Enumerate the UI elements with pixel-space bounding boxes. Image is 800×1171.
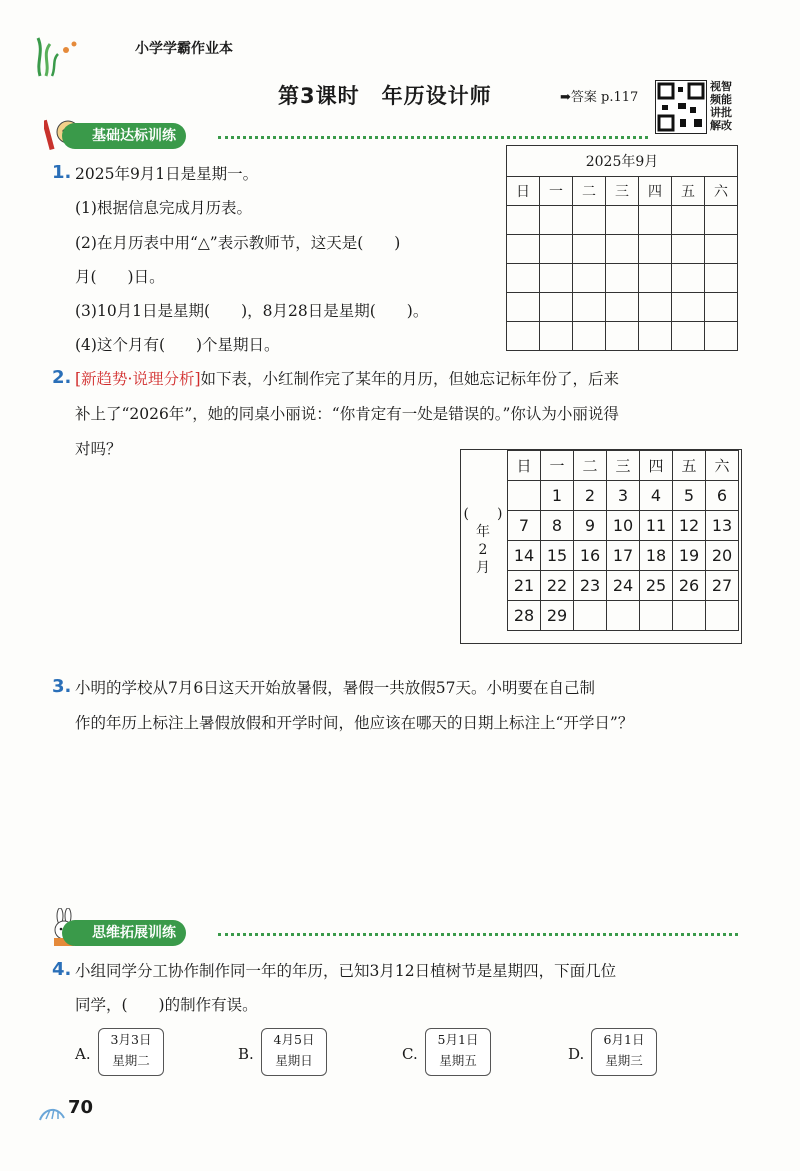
calendar-cell[interactable] (573, 235, 606, 264)
section-basic-banner: 基础达标训练 (62, 123, 186, 149)
day-cell (607, 601, 640, 631)
calendar-cell[interactable] (507, 206, 540, 235)
calendar-cell[interactable] (639, 264, 672, 293)
day-cell (673, 601, 706, 631)
q1-line: 2025年9月1日是星期一。 (75, 165, 259, 183)
day-cell: 19 (673, 541, 706, 571)
day-cell: 14 (508, 541, 541, 571)
weekday-header: 二 (574, 451, 607, 481)
weekday-header: 四 (640, 451, 673, 481)
calendar-cell[interactable] (540, 206, 573, 235)
day-cell (706, 601, 739, 631)
weekday-header: 五 (672, 177, 705, 206)
day-cell (508, 481, 541, 511)
lesson-title: 第3课时 年历设计师 (278, 84, 492, 108)
qr-code-icon[interactable] (655, 80, 707, 134)
question-1-number: 1. (52, 162, 72, 183)
section-divider (218, 933, 738, 936)
calendar-cell[interactable] (639, 293, 672, 322)
option-a-card[interactable]: 3月3日 星期二 (98, 1028, 164, 1076)
option-c[interactable]: C. (402, 1045, 418, 1063)
question-3-number: 3. (52, 676, 72, 697)
calendar-cell[interactable] (672, 293, 705, 322)
day-cell: 1 (541, 481, 574, 511)
weekday-header: 日 (508, 451, 541, 481)
q2-line: 补上了“2026年”，她的同桌小丽说：“你肯定有一处是错误的。”你认为小丽说得 (75, 405, 619, 423)
day-cell: 29 (541, 601, 574, 631)
day-cell: 26 (673, 571, 706, 601)
calendar-cell[interactable] (606, 322, 639, 351)
calendar-cell[interactable] (705, 206, 738, 235)
calendar-cell[interactable] (705, 293, 738, 322)
calendar-cell[interactable] (639, 322, 672, 351)
shell-icon (38, 1104, 66, 1122)
calendar-cell[interactable] (507, 235, 540, 264)
q1-line: (2)在月历表中用“△”表示教师节，这天是( ) (75, 234, 401, 252)
calendar-cell[interactable] (705, 264, 738, 293)
option-d-card[interactable]: 6月1日 星期三 (591, 1028, 657, 1076)
q3-line: 小明的学校从7月6日这天开始放暑假，暑假一共放假57天。小明要在自己制 (75, 679, 595, 697)
q1-line: (1)根据信息完成月历表。 (75, 199, 252, 217)
q4-line: 同学，( )的制作有误。 (75, 996, 258, 1014)
calendar-cell[interactable] (606, 206, 639, 235)
day-cell: 5 (673, 481, 706, 511)
day-cell: 12 (673, 511, 706, 541)
day-cell: 7 (508, 511, 541, 541)
day-cell: 20 (706, 541, 739, 571)
calendar-cell[interactable] (507, 322, 540, 351)
calendar-cell[interactable] (540, 264, 573, 293)
weekday-header: 五 (673, 451, 706, 481)
calendar-cell[interactable] (639, 235, 672, 264)
day-cell: 6 (706, 481, 739, 511)
september-calendar (506, 145, 738, 351)
option-d[interactable]: D. (568, 1045, 585, 1063)
calendar-cell[interactable] (540, 235, 573, 264)
question-4-number: 4. (52, 959, 72, 980)
section-divider (218, 136, 648, 139)
day-cell: 15 (541, 541, 574, 571)
weekday-header: 三 (607, 451, 640, 481)
calendar-cell[interactable] (573, 206, 606, 235)
calendar-cell[interactable] (540, 322, 573, 351)
day-cell: 11 (640, 511, 673, 541)
q2-line: [新趋势·说理分析]如下表，小红制作完了某年的月历，但她忘记标年份了，后来 (75, 370, 620, 388)
q1-line: (3)10月1日是星期( )，8月28日是星期( )。 (75, 302, 429, 320)
day-cell: 22 (541, 571, 574, 601)
day-cell: 28 (508, 601, 541, 631)
day-cell: 18 (640, 541, 673, 571)
day-cell: 4 (640, 481, 673, 511)
day-cell: 23 (574, 571, 607, 601)
calendar-cell[interactable] (606, 235, 639, 264)
weekday-header: 一 (540, 177, 573, 206)
calendar-cell[interactable] (672, 235, 705, 264)
question-2-number: 2. (52, 367, 72, 388)
year-label: ( ) 年 2 月 (463, 506, 503, 576)
calendar-cell[interactable] (573, 322, 606, 351)
answer-reference[interactable]: ➡答案 p.117 (560, 90, 639, 105)
calendar-cell[interactable] (507, 293, 540, 322)
day-cell: 8 (541, 511, 574, 541)
day-cell: 9 (574, 511, 607, 541)
q1-line: 月( )日。 (75, 268, 165, 286)
book-title: 小学学霸作业本 (135, 41, 233, 57)
calendar-cell[interactable] (606, 264, 639, 293)
page-number: 70 (68, 1097, 94, 1118)
day-cell: 21 (508, 571, 541, 601)
day-cell (640, 601, 673, 631)
weekday-header: 三 (606, 177, 639, 206)
day-cell: 25 (640, 571, 673, 601)
day-cell: 10 (607, 511, 640, 541)
calendar-cell[interactable] (672, 264, 705, 293)
qr-label: 视智 频能 讲批 解改 (710, 80, 732, 132)
calendar-title: 2025年9月 (507, 146, 738, 177)
q4-line: 小组同学分工协作制作同一年的年历，已知3月12日植树节是星期四，下面几位 (75, 962, 617, 980)
calendar-cell[interactable] (573, 293, 606, 322)
day-cell: 27 (706, 571, 739, 601)
weekday-header: 六 (706, 451, 739, 481)
calendar-cell[interactable] (639, 206, 672, 235)
calendar-cell[interactable] (705, 235, 738, 264)
q3-line: 作的年历上标注上暑假放假和开学时间，他应该在哪天的日期上标注上“开学日”？ (75, 714, 634, 732)
calendar-cell[interactable] (705, 322, 738, 351)
weekday-header: 四 (639, 177, 672, 206)
day-cell (574, 601, 607, 631)
weekday-header: 二 (573, 177, 606, 206)
seaweed-icon (30, 32, 80, 77)
calendar-cell[interactable] (672, 206, 705, 235)
day-cell: 3 (607, 481, 640, 511)
calendar-cell[interactable] (606, 293, 639, 322)
question-tag: [新趋势·说理分析] (75, 370, 201, 388)
option-a[interactable]: A. (75, 1045, 91, 1063)
q1-line: (4)这个月有( )个星期日。 (75, 336, 280, 354)
option-b-card[interactable]: 4月5日 星期日 (261, 1028, 327, 1076)
calendar-cell[interactable] (573, 264, 606, 293)
section-thinking-banner: 思维拓展训练 (62, 920, 186, 946)
day-cell: 13 (706, 511, 739, 541)
day-cell: 24 (607, 571, 640, 601)
option-c-card[interactable]: 5月1日 星期五 (425, 1028, 491, 1076)
weekday-header: 日 (507, 177, 540, 206)
calendar-cell[interactable] (507, 264, 540, 293)
day-cell: 2 (574, 481, 607, 511)
calendar-cell[interactable] (672, 322, 705, 351)
day-cell: 17 (607, 541, 640, 571)
calendar-cell[interactable] (540, 293, 573, 322)
q2-line: 对吗？ (75, 440, 122, 458)
weekday-header: 六 (705, 177, 738, 206)
day-cell: 16 (574, 541, 607, 571)
option-b[interactable]: B. (238, 1045, 254, 1063)
weekday-header: 一 (541, 451, 574, 481)
